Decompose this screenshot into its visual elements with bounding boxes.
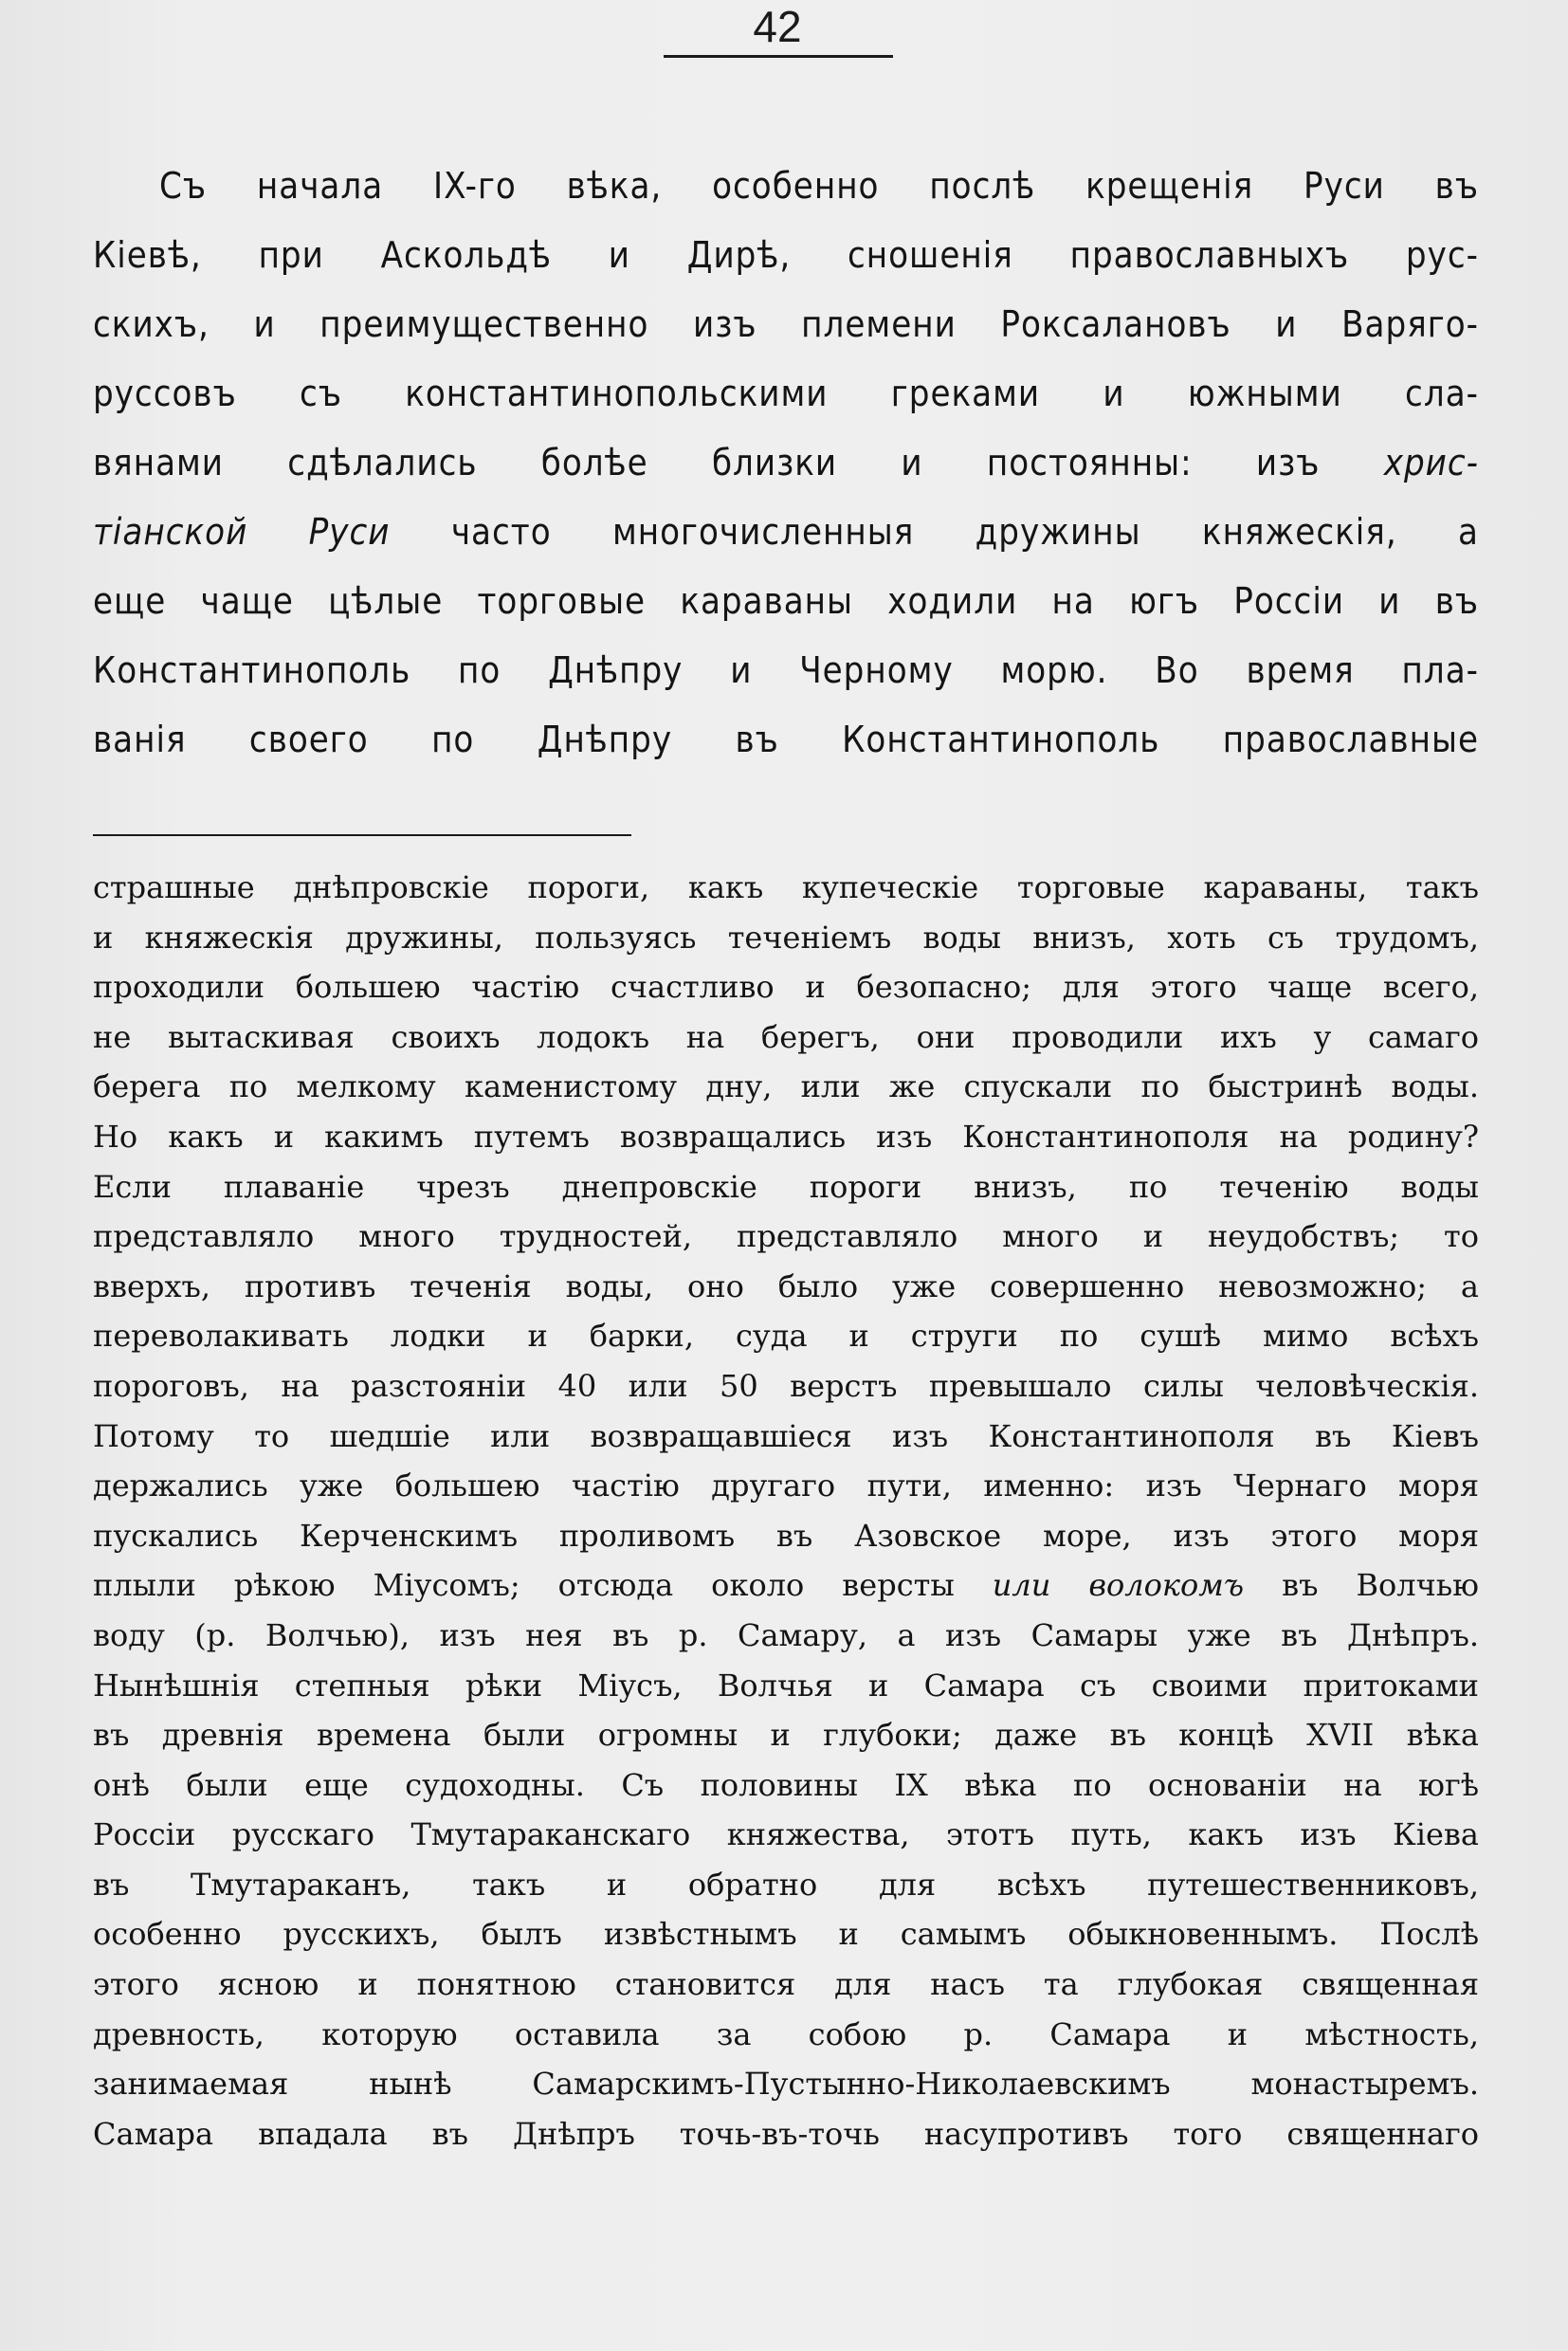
main-line-italic-segment: хрис-	[1383, 442, 1480, 483]
footnote-line: Россіи русскаго Тмутараканскаго княжества, этотъ путь, какъ изъ Кіева	[93, 1816, 1479, 1853]
main-line-segment: часто многочисленныя дружины княжескія, а	[450, 511, 1479, 553]
footnote-line: берега по мелкому каменистому дну, или же спускали по быстринѣ воды.	[93, 1068, 1479, 1105]
main-line: Съ начала IX-го вѣка, особенно послѣ крещенія Руси въ	[159, 165, 1479, 207]
main-line-segment: вянами сдѣлались болѣе близки и постоянны: изъ	[93, 442, 1321, 483]
footnote-line: особенно русскихъ, былъ извѣстнымъ и самымъ обыкновеннымъ. Послѣ	[93, 1916, 1479, 1953]
footnote-line-segment: плыли рѣкою Міусомъ; отсюда около версты	[93, 1567, 955, 1604]
footnote-line: проходили большею частію счастливо и безопасно; для этого чаще всего,	[93, 969, 1479, 1006]
main-line: еще чаще цѣлые торговые караваны ходили на югъ Россіи и въ	[93, 580, 1479, 622]
footnote-line: пускались Керченскимъ проливомъ въ Азовское море, изъ этого моря	[93, 1517, 1479, 1554]
footnote-line: держались уже большею частію другаго пути, именно: изъ Чернаго моря	[93, 1467, 1479, 1504]
footnote-line	[93, 1560, 1479, 1611]
main-line: Константинополь по Днѣпру и Черному морю. Во время пла-	[93, 649, 1479, 691]
footnote-line: пороговъ, на разстояніи 40 или 50 верстъ превышало силы человѣческія.	[93, 1367, 1479, 1404]
footnote-line: не вытаскивая своихъ лодокъ на берегъ, они проводили ихъ у самаго	[93, 1018, 1479, 1055]
footnote-line: представляло много трудностей, представляло много и неудобствъ; то	[93, 1218, 1479, 1255]
main-line: Кіевѣ, при Аскольдѣ и Дирѣ, сношенія православныхъ рус-	[93, 234, 1479, 276]
footnote	[93, 863, 1479, 2159]
footnote-line: занимаемая нынѣ Самарскимъ-Пустынно-Николаевскимъ монастыремъ.	[93, 2066, 1479, 2103]
footnote-line: древность, которую оставила за собою р. Самара и мѣстность,	[93, 2015, 1479, 2052]
footnote-line: воду (р. Волчью), изъ нея въ р. Самару, а изъ Самары уже въ Днѣпръ.	[93, 1616, 1479, 1653]
main-line: скихъ, и преимущественно изъ племени Роксалановъ и Варяго-	[93, 303, 1479, 345]
main-line: ванія своего по Днѣпру въ Константинополь православные	[93, 719, 1479, 760]
footnote-line: переволакивать лодки и барки, суда и струги по сушѣ мимо всѣхъ	[93, 1318, 1479, 1355]
page-number: 42	[753, 2, 802, 51]
footnote-line: страшные днѣпровскіе пороги, какъ купеческіе торговые караваны, такъ	[93, 869, 1479, 905]
main-line: руссовъ съ константинопольскими греками и южными сла-	[93, 373, 1479, 414]
footnote-line: въ Тмутараканъ, такъ и обратно для всѣхъ путешественниковъ,	[93, 1866, 1479, 1903]
footnote-line: Но какъ и какимъ путемъ возвращались изъ Константинополя на родину?	[93, 1118, 1479, 1155]
footnote-line: Если плаваніе чрезъ днепровскіе пороги внизъ, по теченію воды	[93, 1168, 1479, 1205]
footnote-line: этого ясною и понятною становится для насъ та глубокая священная	[93, 1966, 1479, 2003]
footnote-line: Потому то шедшіе или возвращавшіеся изъ Константинополя въ Кіевъ	[93, 1417, 1479, 1454]
main-line	[93, 428, 1479, 498]
footnote-line: Нынѣшнія степныя рѣки Міусъ, Волчья и Самара съ своими притоками	[93, 1667, 1479, 1704]
page-number-underline	[664, 55, 893, 58]
footnote-line: Самара впадала въ Днѣпръ точь-въ-точь насупротивъ того священнаго	[93, 2115, 1479, 2152]
footnote-line: въ древнія времена были огромны и глубоки; даже въ концѣ XVII вѣка	[93, 1717, 1479, 1754]
footnote-line: онѣ были еще судоходны. Съ половины IX вѣка по основаніи на югѣ	[93, 1766, 1479, 1803]
footnote-line: вверхъ, противъ теченія воды, оно было уже совершенно невозможно; а	[93, 1267, 1479, 1304]
main-line-italic-segment: тіанской Руси	[93, 511, 391, 553]
footnote-line-segment: въ Волчью	[1282, 1567, 1480, 1604]
footnote-line: и княжескія дружины, пользуясь теченіемъ воды внизъ, хоть съ трудомъ,	[93, 919, 1479, 956]
footnote-separator	[93, 834, 631, 836]
footnote-line-italic-segment: или волокомъ	[992, 1567, 1245, 1604]
main-line	[93, 498, 1479, 567]
main-paragraph	[93, 152, 1479, 775]
